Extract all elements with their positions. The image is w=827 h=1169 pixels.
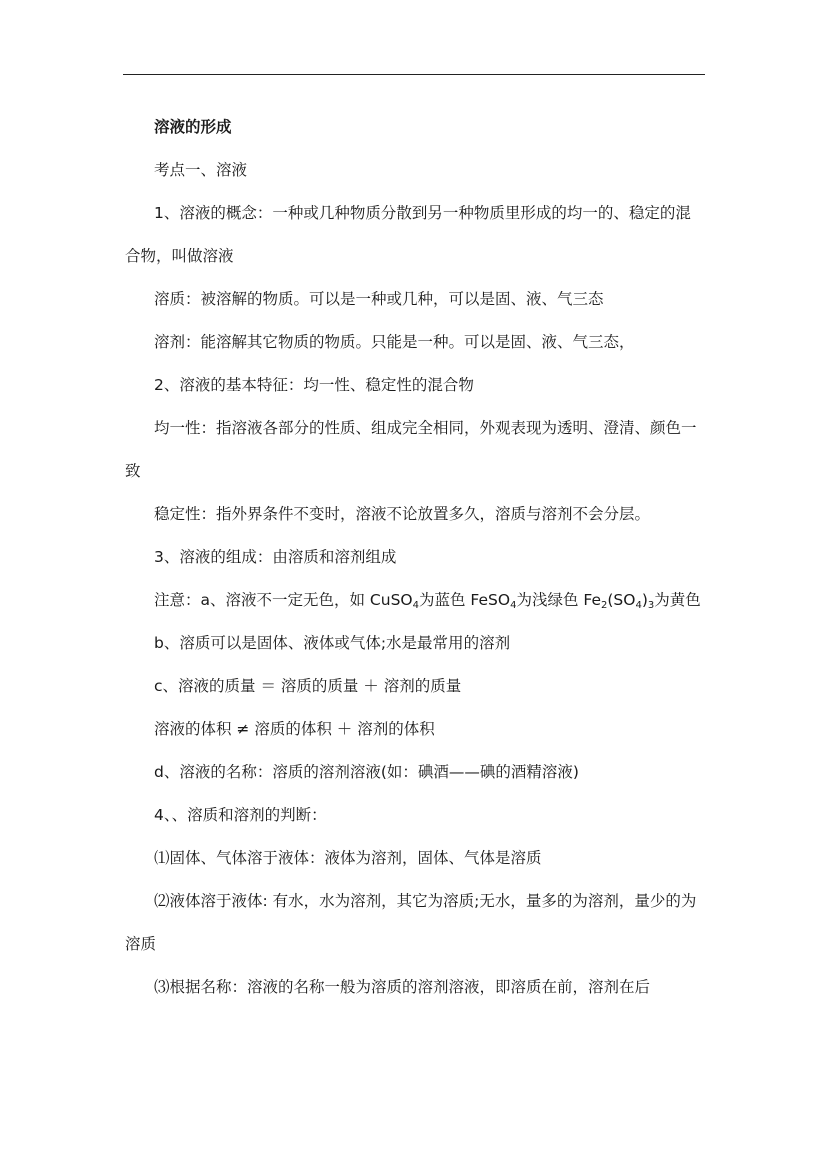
paragraph: 稳定性：指外界条件不变时，溶液不论放置多久，溶质与溶剂不会分层。 — [154, 505, 651, 523]
paragraph: ⑶根据名称：溶液的名称一般为溶质的溶剂溶液，即溶质在前，溶剂在后 — [154, 978, 651, 996]
note-text: 为浅绿色 Fe — [516, 591, 601, 609]
paragraph: ⑴固体、气体溶于液体：液体为溶剂，固体、气体是溶质 — [154, 849, 542, 867]
subscript: 2 — [601, 600, 608, 611]
header-rule — [123, 74, 705, 75]
paragraph: 溶液的体积 ≠ 溶质的体积 ＋ 溶剂的体积 — [154, 720, 435, 738]
paragraph: d、溶液的名称：溶质的溶剂溶液(如：碘酒——碘的酒精溶液) — [154, 763, 579, 781]
paragraph: 3、溶液的组成：由溶质和溶剂组成 — [154, 548, 397, 566]
paragraph: c、溶液的质量 ＝ 溶质的质量 ＋ 溶剂的质量 — [154, 677, 462, 695]
paragraph: 均一性：指溶液各部分的性质、组成完全相同，外观表现为透明、澄清、颜色一致 — [125, 419, 697, 480]
document-title: 溶液的形成 — [154, 118, 232, 136]
document-body — [125, 106, 705, 1009]
paragraph: 2、溶液的基本特征：均一性、稳定性的混合物 — [154, 376, 474, 394]
subscript: 4 — [635, 600, 642, 611]
note-text: 为蓝色 FeSO — [419, 591, 511, 609]
subscript: 3 — [647, 600, 655, 611]
paragraph: ⑵液体溶于液体: 有水，水为溶剂，其它为溶质;无水，量多的为溶剂，量少的为溶质 — [125, 892, 697, 953]
subscript: 4 — [510, 600, 517, 611]
note-text: 为黄色 — [654, 591, 701, 609]
paragraph: b、溶质可以是固体、液体或气体;水是最常用的溶剂 — [154, 634, 511, 652]
note-paragraph — [125, 579, 705, 622]
paragraph: 4、、溶质和溶剂的判断： — [154, 806, 327, 824]
paragraph: 溶质：被溶解的物质。可以是一种或几种，可以是固、液、气三态 — [154, 290, 604, 308]
paragraph: 溶剂：能溶解其它物质的物质。只能是一种。可以是固、液、气三态， — [154, 333, 635, 351]
note-prefix: 注意：a、溶液不一定无色，如 CuSO — [154, 591, 413, 609]
paragraph: 1、溶液的概念：一种或几种物质分散到另一种物质里形成的均一的、稳定的混合物，叫做溶液 — [125, 204, 691, 265]
paragraph: 考点一、溶液 — [154, 161, 248, 179]
note-text: (SO — [607, 591, 636, 609]
subscript: 4 — [412, 600, 419, 611]
note-text: ) — [641, 591, 648, 609]
